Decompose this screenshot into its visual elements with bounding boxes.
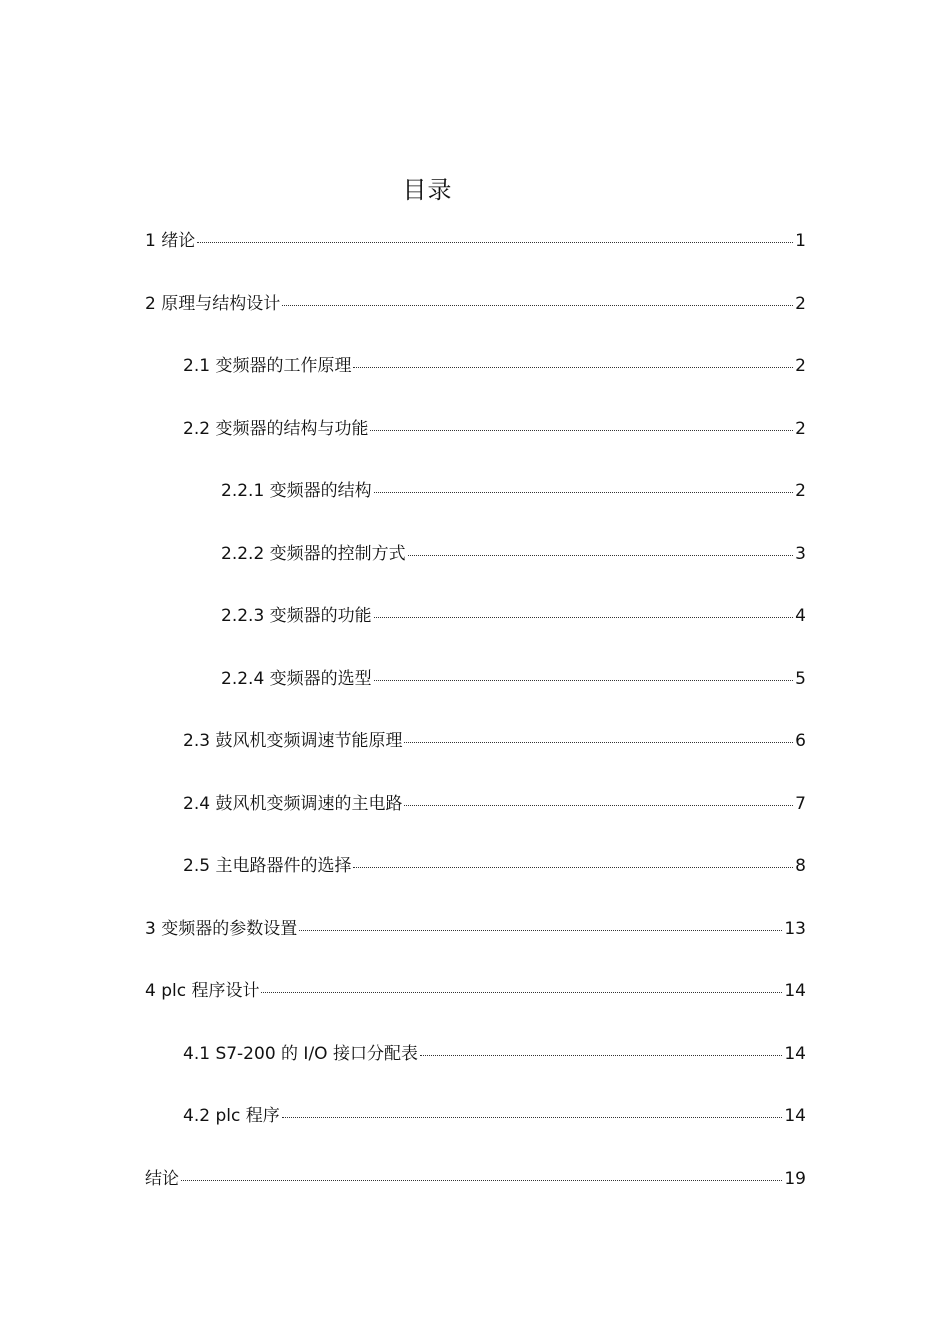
toc-entry-label: 2.2.1 变频器的结构 bbox=[221, 481, 372, 501]
dot-leader bbox=[374, 488, 794, 493]
toc-entry-label: 4.1 S7-200 的 I/O 接口分配表 bbox=[183, 1043, 418, 1064]
toc-entry[interactable] bbox=[145, 289, 806, 317]
toc-entry[interactable] bbox=[145, 1164, 806, 1192]
toc-entry[interactable] bbox=[221, 601, 806, 629]
toc-entry-page: 3 bbox=[795, 543, 806, 564]
toc-entry-label: 2.2.3 变频器的功能 bbox=[221, 606, 372, 626]
toc-entry-page: 5 bbox=[795, 668, 806, 689]
toc-entry-label: 结论 bbox=[145, 1168, 179, 1189]
dot-leader bbox=[404, 801, 793, 806]
toc-entry[interactable] bbox=[145, 976, 806, 1004]
toc-title: 目录 bbox=[402, 176, 453, 204]
toc-entry-page: 7 bbox=[795, 793, 806, 814]
toc-entry-label: 2.2.4 变频器的选型 bbox=[221, 668, 372, 689]
toc-entry-label: 2 原理与结构设计 bbox=[145, 293, 281, 314]
dot-leader bbox=[282, 301, 793, 306]
dot-leader bbox=[370, 426, 793, 431]
toc-entry[interactable] bbox=[221, 539, 806, 567]
toc-entry-label: 3 变频器的参数设置 bbox=[145, 918, 298, 939]
dot-leader bbox=[181, 1176, 782, 1181]
toc-entry[interactable] bbox=[183, 414, 806, 442]
toc-entry-page: 1 bbox=[795, 231, 806, 251]
toc-entry-label: 2.1 变频器的工作原理 bbox=[183, 356, 352, 376]
toc-entry[interactable] bbox=[221, 664, 806, 692]
dot-leader bbox=[374, 613, 794, 618]
toc-entry-page: 13 bbox=[784, 918, 806, 939]
toc-entry[interactable] bbox=[221, 476, 806, 504]
toc-entry-label: 2.2.2 变频器的控制方式 bbox=[221, 543, 406, 564]
toc-entry-page: 4 bbox=[795, 606, 806, 626]
toc-entry-label: 4.2 plc 程序 bbox=[183, 1106, 280, 1126]
toc-entry-label: 2.2 变频器的结构与功能 bbox=[183, 418, 369, 439]
dot-leader bbox=[353, 863, 793, 868]
toc-entry-page: 14 bbox=[784, 1043, 806, 1064]
toc-entry[interactable] bbox=[145, 226, 806, 254]
toc-entry-page: 2 bbox=[795, 293, 806, 314]
toc-entry-label: 2.3 鼓风机变频调速节能原理 bbox=[183, 731, 403, 751]
dot-leader bbox=[408, 551, 794, 556]
dot-leader bbox=[299, 926, 782, 931]
dot-leader bbox=[420, 1051, 782, 1056]
toc-entry-page: 6 bbox=[795, 731, 806, 751]
dot-leader bbox=[282, 1113, 783, 1118]
toc-entry-page: 2 bbox=[795, 356, 806, 376]
toc-entry-label: 2.4 鼓风机变频调速的主电路 bbox=[183, 793, 403, 814]
toc-entry-page: 2 bbox=[795, 481, 806, 501]
toc-entry-label: 2.5 主电路器件的选择 bbox=[183, 856, 352, 876]
toc-entry-page: 14 bbox=[784, 1106, 806, 1126]
toc-entry[interactable] bbox=[183, 351, 806, 379]
toc-entry-page: 8 bbox=[795, 856, 806, 876]
toc-entry-label: 1 绪论 bbox=[145, 231, 196, 251]
dot-leader bbox=[261, 988, 782, 993]
toc-entry[interactable] bbox=[183, 1039, 806, 1067]
dot-leader bbox=[404, 738, 793, 743]
toc-entry[interactable] bbox=[183, 789, 806, 817]
dot-leader bbox=[374, 676, 794, 681]
toc-entry-page: 2 bbox=[795, 418, 806, 439]
toc-entry-page: 14 bbox=[784, 981, 806, 1001]
toc-entry[interactable] bbox=[145, 914, 806, 942]
toc-entry[interactable] bbox=[183, 1101, 806, 1129]
toc-entry-page: 19 bbox=[784, 1168, 806, 1189]
dot-leader bbox=[197, 238, 793, 243]
toc-entry[interactable] bbox=[183, 726, 806, 754]
dot-leader bbox=[353, 363, 793, 368]
toc-entry-label: 4 plc 程序设计 bbox=[145, 981, 260, 1001]
toc-entry[interactable] bbox=[183, 851, 806, 879]
